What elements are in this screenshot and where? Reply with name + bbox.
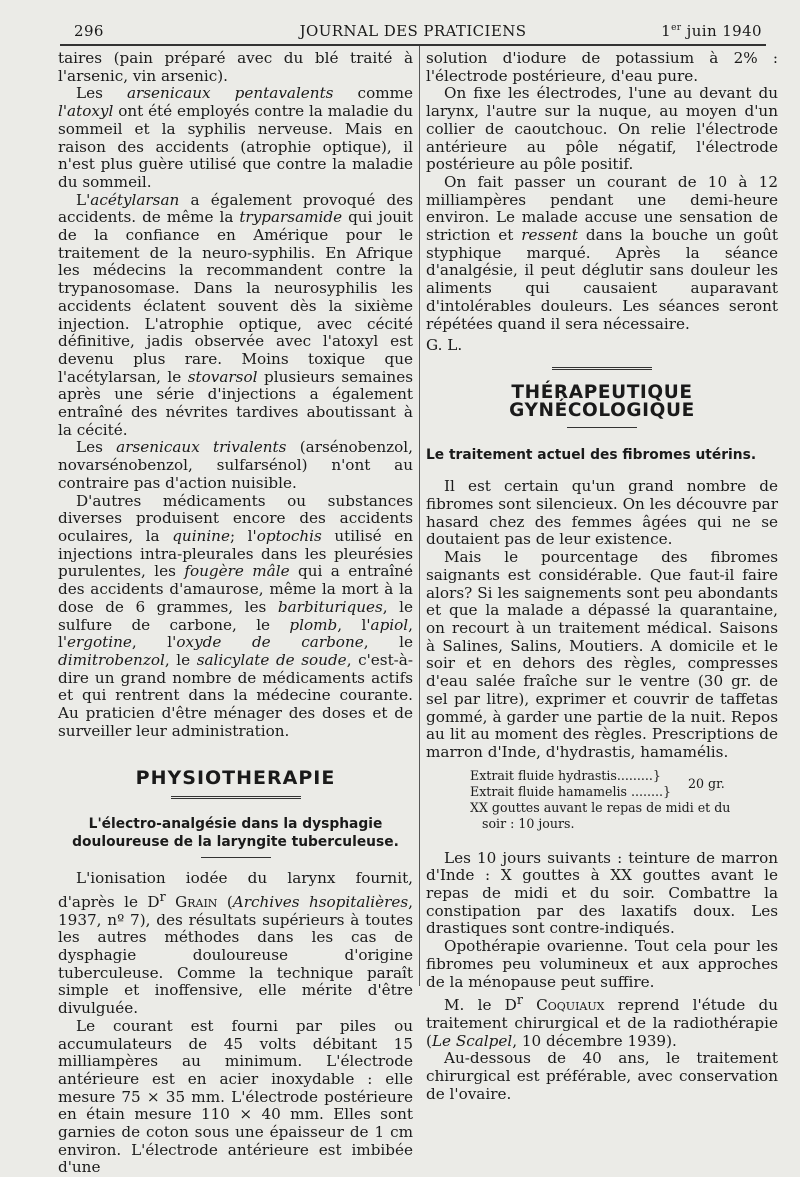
paragraph: solution d'iodure de potassium à 2% : l'électrode postérieure, d'eau pure. <box>426 49 778 85</box>
prescription-line: Extrait fluide hydrastis.........} <box>470 767 661 783</box>
paragraph: Le courant est fourni par piles ou accumulateurs de 45 volts débitant 15 milliampères au minimum. L'électrode antérieure est en acier inoxydable : elle mesure 75 × 35 mm. L'électrode postérieure en étain mesure 110 × 40 mm. Elles sont garnies de coton sous une épaisseur de 1 cm environ. L'électrode antérieure est imbibée d'une <box>58 1016 413 1177</box>
paragraph: Au-dessous de 40 ans, le traitement chirurgical est préférable, avec conservation de l'ovaire. <box>426 1049 778 1103</box>
running-header <box>60 20 766 44</box>
prescription-dose: 20 gr. <box>688 775 725 791</box>
title-rule <box>201 857 271 858</box>
article-title: Le traitement actuel des fibromes utérins. <box>426 447 757 464</box>
prescription-lines <box>426 768 778 800</box>
section-title-physiotherapie: PHYSIOTHERAPIE <box>135 767 336 790</box>
section-ornament <box>552 367 652 370</box>
prescription-instruction: soir : 10 jours. <box>482 815 575 831</box>
paragraph: Les arsenicaux trivalents (arsénobenzol, novarsénobenzol, sulfarsénol) n'ont au contraire pas d'action nuisible. <box>58 438 413 492</box>
header-rule <box>60 44 766 46</box>
left-column <box>58 50 413 1177</box>
paragraph: Il est certain qu'un grand nombre de fibromes sont silencieux. On les découvre par hasard chez des femmes âgées qui ne se doutaient pas de leur existence. <box>426 477 778 549</box>
paragraph: D'autres médicaments ou substances diverses produisent encore des accidents oculaires, la quinine; l'optochis utilisé en injections intra-pleurales dans les pleurésies purulentes, les fougère mâle qui a entraîné des accidents d'amaurose, même la mort à la dose de 6 grammes, les barbituriques, le sulfure de carbone, le plomb, l'apiol, l'ergotine, l'oxyde de carbone, le dimitrobenzol, le salicylate de soude, c'est-à-dire un grand nombre de médicaments actifs et qui rentrent dans la médecine courante. Au praticien d'être ménager des doses et de surveiller leur administration. <box>58 491 414 740</box>
section-ornament <box>171 796 301 799</box>
paragraph: taires (pain préparé avec du blé traité à l'arsenic, vin arsenic). <box>58 49 413 85</box>
column-divider <box>419 46 420 986</box>
paragraph: On fixe les électrodes, l'une au devant du larynx, l'autre sur la nuque, au moyen d'un collier de caoutchouc. On relie l'électrode antérieure au pôle négatif, l'électrode postérieure au pôle positif. <box>426 84 778 174</box>
prescription-line: Extrait fluide hamamelis ........} <box>470 783 672 799</box>
title-rule <box>567 427 637 428</box>
paragraph: Les arsenicaux pentavalents comme l'atoxyl ont été employés contre la maladie du sommeil et la syphilis nerveuse. Mais en raison des accidents (atrophie optique), il n'est plus guère utilisé que contre la maladie du sommeil. <box>58 84 413 191</box>
issue-date: 1er juin 1940 <box>661 22 762 40</box>
paragraph: On fait passer un courant de 10 à 12 milliampères pendant une demi-heure environ. Le malade accuse une sensation de striction et ressent dans la bouche un goût styphique marqué. Après la séance d'analgésie, il peut déglutir sans douleur les aliments qui causaient auparavant d'intolérables douleurs. Les séances seront répétées quand il sera nécessaire. <box>426 172 778 333</box>
paragraph: L'ionisation iodée du larynx fournit, d'après le $D^r$ Grain (Archives hsopitalières, 1937, nº 7), des résultats supérieurs à toutes les autres méthodes dans les cas de dysphagie douloureuse d'origine tuberculeuse. Comme la technique paraît simple et inoffensive, elle mérite d'être divulguée. <box>58 869 413 1018</box>
journal-title: JOURNAL DES PRATICIENS <box>299 22 527 40</box>
paragraph: Opothérapie ovarienne. Tout cela pour les fibromes peu volumineux et aux approches de la ménopause peut suffire. <box>426 937 778 991</box>
paragraph: Les 10 jours suivants : teinture de marron d'Inde : X gouttes à XX gouttes avant le repas de midi et du soir. Combattre la constipation par des laxatifs doux. Les drastiques sont contre-indiqués. <box>426 848 778 938</box>
section-title-therapeutique-gynecologique: THÉRAPEUTIQUE GYNÉCOLOGIQUE <box>509 381 695 421</box>
paragraph: L'acétylarsan a également provoqué des accidents. de même la tryparsamide qui jouit de la confiance en Amérique pour le traitement de la neuro-syphilis. En Afrique les médecins la recommandent contre la trypanosomase. Dans la neurosyphilis les accidents éclatent souvent dès la sixième injection. L'atrophie optique, avec cécité définitive, jadis observée avec l'atoxyl est devenu plus rare. Moins toxique que l'acétylarsan, le stovarsol plusieurs semaines après une série d'injections a également entraîné des névrites tardives aboutissant à la cécité. <box>58 190 413 439</box>
article-title: L'électro-analgésie dans la dysphagie douloureuse de la laryngite tuberculeuse. <box>72 816 399 851</box>
paragraph: Mais le pourcentage des fibromes saignants est considérable. Que faut-il faire alors? Si les saignements sont peu abondants et que la malade a dépassé la quarantaine, on recourt à un traitement médical. Saisons à Salines, Salins, Moutiers. A domicile et le soir et en dehors des règles, compresses d'eau salée fraîche sur le ventre (30 gr. de sel par litre), exprimer et couvrir de taffetas gommé, à garder une partie de la nuit. Repos au lit au moment des règles. Prescriptions de marron d'Inde, d'hydrastis, hamamélis. <box>426 548 778 761</box>
prescription <box>426 768 778 832</box>
prescription-instruction: XX gouttes auvant le repas de midi et du <box>470 799 731 815</box>
signature: G. L. <box>426 336 463 355</box>
page-number: 296 <box>74 22 104 40</box>
right-column <box>426 50 778 1104</box>
paragraph: M. le $D^r$ Coquiaux reprend l'étude du traitement chirurgical et de la radiothérapie (Le Scalpel, 10 décembre 1939). <box>426 992 778 1050</box>
